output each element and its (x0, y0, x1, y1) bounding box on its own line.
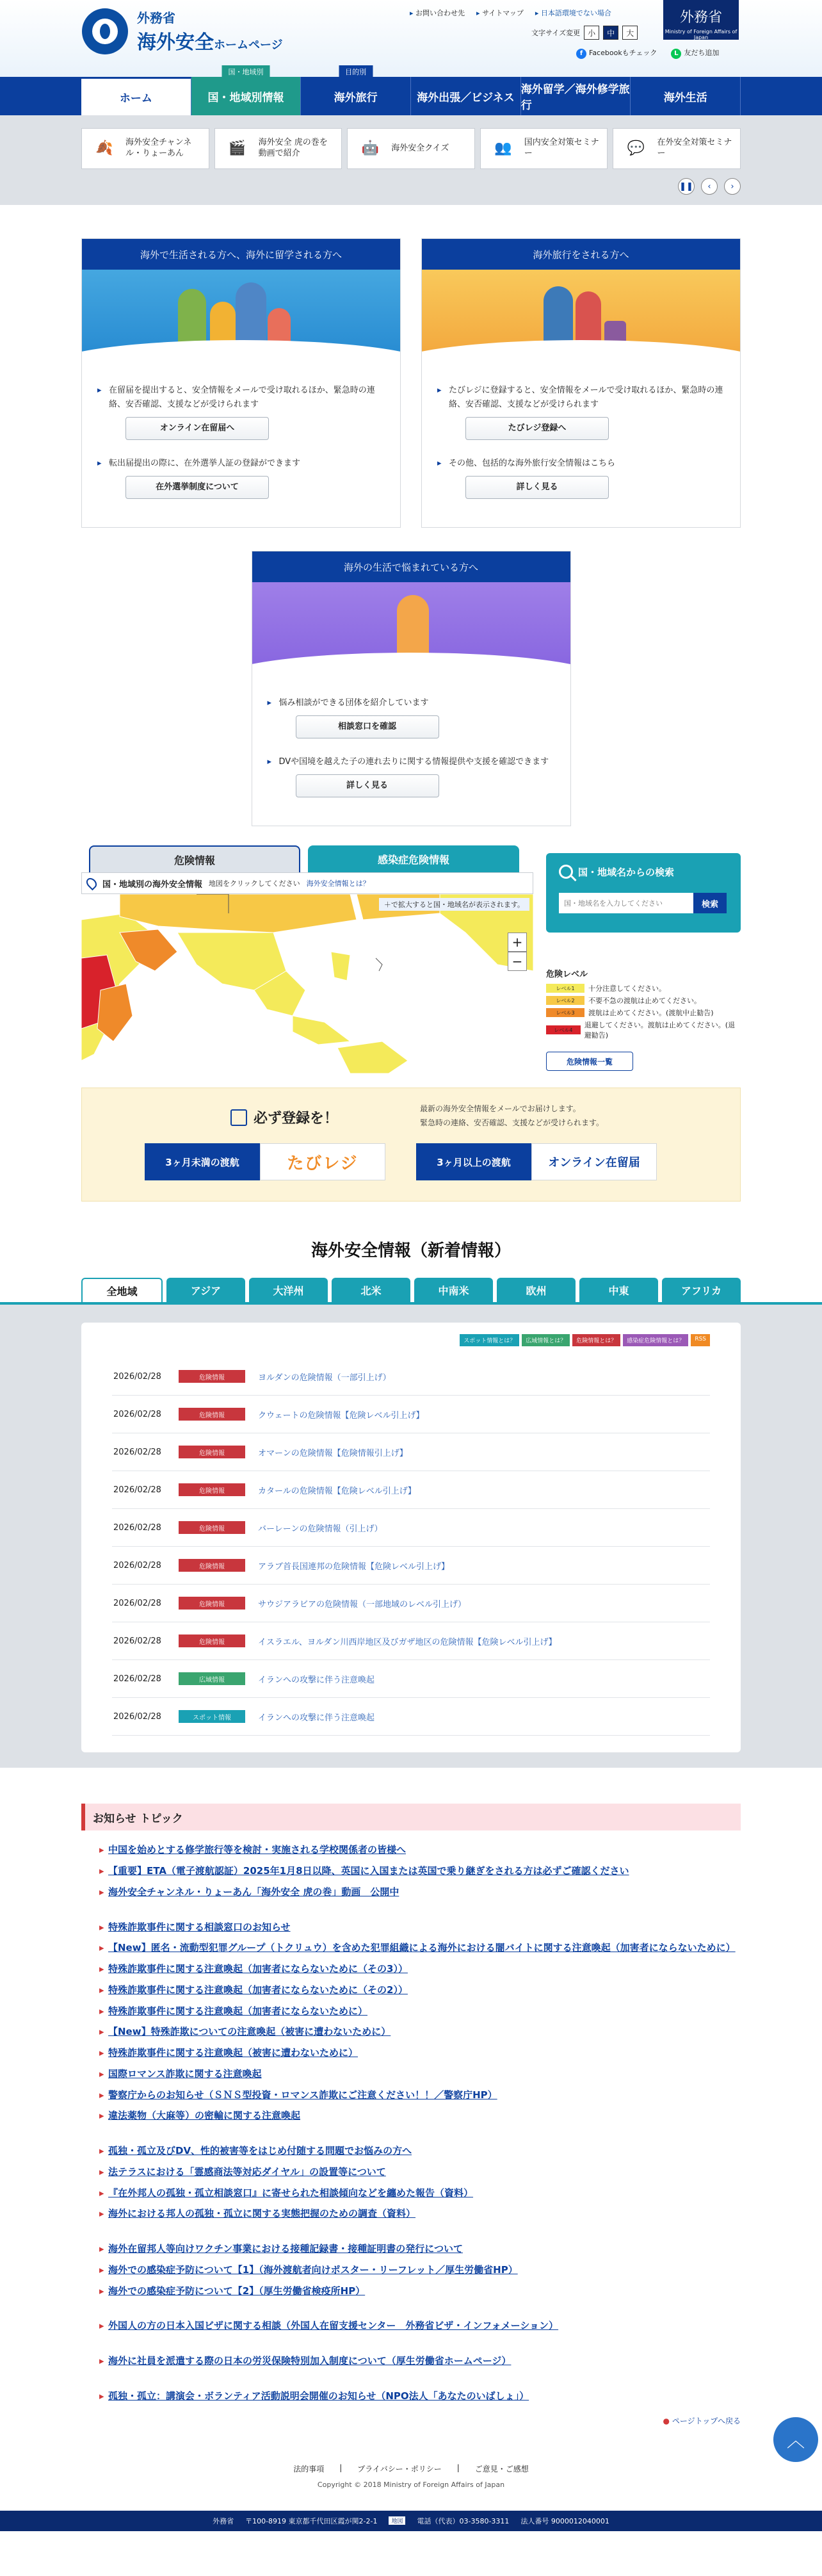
register-band (81, 1088, 741, 1202)
banner-overseas-seminar[interactable]: 💬 在外安全対策セミナー (613, 128, 741, 169)
mofa-home-link[interactable] (663, 0, 739, 40)
map-caption: ＋で拡大すると国・地域名が表示されます。 (379, 898, 529, 911)
news-row (112, 1622, 710, 1660)
travel-details-button[interactable]: 詳しく見る (465, 476, 609, 499)
tab-region-5[interactable]: 欧州 (497, 1278, 576, 1302)
topic-link[interactable]: ▸ 【New】匿名・流動型犯罪グループ（トクリュウ）を含めた犯罪組織による海外における闇バイトに関する注意喚起（加害者にならないために） (99, 1941, 741, 1955)
news-row (112, 1396, 710, 1433)
feedback-link[interactable]: ご意見・ご感想 (474, 2464, 529, 2474)
news-link[interactable]: アラブ首長国連邦の危険情報【危険レベル引上げ】 (258, 1561, 450, 1572)
news-date: 2026/02/28 (113, 1636, 161, 1646)
news-row (112, 1471, 710, 1509)
woman-illustration (252, 582, 570, 678)
news-heading: 海外安全情報（新着情報） (310, 1241, 511, 1261)
sitemap-link[interactable]: ▸ サイトマップ (476, 8, 524, 18)
travelers-card (421, 238, 741, 528)
tabireji-logo: たびレジ (260, 1143, 385, 1180)
legend-row (546, 1007, 741, 1018)
news-date: 2026/02/28 (113, 1711, 161, 1722)
chat-icon: 💬 (627, 140, 645, 156)
tabireji-button[interactable]: たびレジ登録へ (465, 417, 609, 440)
news-type-badge: 危険情報 (179, 1408, 245, 1421)
online-residence-button[interactable]: オンライン在留届へ (125, 417, 269, 440)
topic-link[interactable]: ▸ 警察庁からのお知らせ（ＳＮＳ型投資・ロマンス詐欺にご注意ください！！／警察庁HP） (99, 2089, 741, 2103)
news-legend-link[interactable]: RSS (691, 1334, 710, 1346)
logo-line1: 外務省 (137, 10, 175, 26)
footer-corp-number: 法人番号 9000012040001 (520, 2516, 609, 2525)
topic-link[interactable]: ▸ 孤独・孤立：講演会・ボランティア活動説明会開催のお知らせ（NPO法人「あなたのいばしょ」） (99, 2390, 741, 2404)
travelers-text-2: ▸ その他、包括的な海外旅行安全情報はこちら (437, 457, 725, 471)
register-title: 必ず登録を！ (254, 1111, 339, 1127)
topic-link[interactable]: ▸ 中国を始めとする修学旅行等を検討・実施される学校関係者の皆様へ (99, 1843, 741, 1857)
news-link[interactable]: カタールの危険情報【危険レベル引上げ】 (258, 1486, 416, 1496)
topic-link[interactable]: ▸ 特殊詐欺事件に関する相談窓口のお知らせ (99, 1921, 741, 1935)
nav-tag-region: 国・地域別 (222, 65, 270, 78)
site-header (0, 0, 822, 77)
facebook-icon: f (576, 49, 586, 59)
legend-text: 十分注意してください。 (588, 984, 666, 993)
news-date: 2026/02/28 (113, 1447, 161, 1457)
topic-link[interactable]: ▸ 【New】特殊詐欺についての注意喚起（被害に遭わないために） (99, 2025, 741, 2039)
news-type-badge: 危険情報 (179, 1370, 245, 1383)
troubled-text-1: ▸ 悩み相談ができる団体を紹介しています (268, 696, 555, 710)
news-row (112, 1358, 710, 1396)
topic-link[interactable]: ▸ 海外在留邦人等向けワクチン事業における接種記録書・接種証明書の発行について (99, 2242, 741, 2256)
residents-card (81, 238, 401, 528)
register-desc-1: 最新の海外安全情報をメールでお届けします。 (420, 1104, 581, 1114)
banner-carousel (0, 115, 822, 205)
topics-heading: お知らせ トピック (81, 1804, 741, 1830)
topic-link[interactable]: ▸ 特殊詐欺事件に関する注意喚起（加害者にならないために） (99, 2005, 741, 2019)
nav-home[interactable]: ホーム (81, 77, 191, 115)
news-type-badge: スポット情報 (179, 1710, 245, 1723)
topic-link[interactable]: ▸ 違法薬物（大麻等）の密輸に関する注意喚起 (99, 2109, 741, 2123)
news-type-badge: 危険情報 (179, 1597, 245, 1610)
news-type-badge: 危険情報 (179, 1634, 245, 1647)
news-type-badge: 危険情報 (179, 1521, 245, 1534)
legend-text: 退避してください。渡航は止めてください。(退避勧告) (584, 1021, 736, 1040)
topic-link[interactable]: ▸ 海外における邦人の孤独・孤立に関する実態把握のための調査（資料） (99, 2207, 741, 2221)
line-link[interactable]: L 友だち追加 (671, 47, 719, 59)
risk-level-legend (546, 967, 741, 1071)
copyright: Copyright © 2018 Ministry of Foreign Affairs of Japan (317, 2480, 505, 2489)
news-date: 2026/02/28 (113, 1522, 161, 1533)
legend-swatch: レベル2 (546, 996, 584, 1005)
online-residence-register-button[interactable]: 3ヶ月以上の渡航 オンライン在留届 (416, 1143, 657, 1180)
news-link[interactable]: イスラエル、ヨルダン川西岸地区及びガザ地区の危険情報【危険レベル引上げ】 (258, 1637, 557, 1647)
search-icon (559, 865, 573, 879)
news-date: 2026/02/28 (113, 1598, 161, 1608)
font-size-label: 文字サイズ変更 (531, 29, 581, 37)
page-top-link[interactable]: ● ページトップへ戻る (81, 2415, 741, 2426)
country-search-input[interactable] (559, 893, 693, 913)
contact-link[interactable]: ▸ お問い合わせ先 (410, 8, 465, 18)
news-date: 2026/02/28 (113, 1409, 161, 1419)
news-link[interactable]: イランへの攻撃に伴う注意喚起 (258, 1675, 375, 1685)
mofa-emblem-icon (82, 8, 128, 54)
zoom-out-button[interactable]: − (508, 952, 527, 971)
banner-channel[interactable]: 🍂 海外安全チャンネル・りょーあん (81, 128, 209, 169)
edit-icon (230, 1109, 247, 1126)
news-legend-link[interactable]: 感染症危険情報とは？ (623, 1334, 688, 1346)
prev-icon[interactable]: ‹ (701, 178, 718, 195)
quiz-icon: 🤖 (361, 140, 379, 156)
topic-link[interactable]: ▸ 特殊詐欺事件に関する注意喚起（被害に遭わないために） (99, 2046, 741, 2060)
travelers-card-title: 海外旅行をされる方へ (422, 239, 740, 270)
news-legend-link[interactable]: 危険情報とは？ (572, 1334, 620, 1346)
news-type-badge: 危険情報 (179, 1446, 245, 1458)
footer-links: 法的事項 | プライバシー・ポリシー | ご意見・ご感想 (293, 2463, 529, 2474)
privacy-link[interactable]: プライバシー・ポリシー (357, 2464, 442, 2474)
news-type-badge: 危険情報 (179, 1559, 245, 1572)
font-size-medium-button[interactable]: 中 (603, 26, 618, 40)
font-size-small-button[interactable]: 小 (584, 26, 599, 40)
register-desc-2: 緊急時の連絡、安否確認、支援などが受けられます。 (420, 1118, 604, 1128)
world-map-svg[interactable] (81, 894, 533, 1073)
topic-link[interactable]: ▸ 孤独・孤立及びDV、性的被害等をはじめ付随する問題でお悩みの方へ (99, 2144, 741, 2158)
tab-danger-info[interactable]: 危険情報 (89, 845, 300, 872)
search-title: 国・地域名からの検索 (578, 866, 675, 878)
nav-tag-purpose: 目的別 (339, 65, 373, 78)
tab-region-3[interactable]: 北米 (332, 1278, 410, 1302)
topic-link[interactable]: ▸ 『在外邦人の孤独・孤立相談窓口』に寄せられた相談傾向などを纏めた報告（資料） (99, 2187, 741, 2201)
news-date: 2026/02/28 (113, 1674, 161, 1684)
nav-study[interactable]: 海外留学／海外修学旅行 (521, 77, 631, 115)
tab-region-6[interactable]: 中東 (579, 1278, 658, 1302)
video-icon: 🎬 (228, 140, 246, 156)
news-row (112, 1547, 710, 1585)
world-map[interactable] (81, 894, 533, 1073)
safety-info-about-link[interactable]: 海外安全情報とは？ (306, 879, 370, 888)
residents-text-1: ▸ 在留届を提出すると、安全情報をメールで受け取れるほか、緊急時の連絡、安否確認、支援などが受けられます (97, 384, 385, 412)
legend-text: 不要不急の渡航は止めてください。 (588, 997, 701, 1006)
topic-link[interactable]: ▸ 特殊詐欺事件に関する注意喚起（加害者にならないために（その3）） (99, 1962, 741, 1977)
residents-card-title: 海外で生活される方へ、海外に留学される方へ (82, 239, 400, 270)
risk-map-section (81, 845, 741, 1076)
tab-region-4[interactable]: 中南米 (414, 1278, 493, 1302)
legend-swatch: レベル4 (546, 1025, 581, 1034)
topic-link[interactable]: ▸ 国際ロマンス詐欺に関する注意喚起 (99, 2067, 741, 2082)
news-row (112, 1585, 710, 1622)
map-zoom (508, 933, 527, 971)
tabireji-register-button[interactable]: 3ヶ月未満の渡航 たびレジ (145, 1143, 385, 1180)
social-links (576, 47, 719, 59)
news-legend-link[interactable]: 広域情報とは？ (522, 1334, 570, 1346)
region-tabs (81, 1278, 741, 1302)
tab-region-2[interactable]: 大洋州 (249, 1278, 328, 1302)
font-size-switcher (531, 26, 638, 40)
font-size-large-button[interactable]: 大 (622, 26, 638, 40)
banner-video[interactable]: 🎬 海外安全 虎の巻を動画で紹介 (214, 128, 342, 169)
travelers-illustration (422, 270, 740, 366)
zoom-in-button[interactable]: + (508, 933, 527, 952)
global-nav (0, 68, 822, 115)
danger-list-button[interactable]: 危険情報一覧 (546, 1052, 633, 1071)
logo-line2: 海外安全ホームページ (137, 31, 283, 54)
news-link[interactable]: バーレーンの危険情報（引上げ） (258, 1524, 383, 1534)
mofa-name: 外務省 (679, 10, 722, 26)
topic-link[interactable]: ▸ 【重要】ETA（電子渡航認証）2025年1月8日以降、英国に入国または英国で乗り継ぎをされる方は必ずご確認ください (99, 1864, 741, 1879)
news-legend-link[interactable]: スポット情報とは？ (460, 1334, 519, 1346)
consultation-button[interactable]: 相談窓口を確認 (296, 715, 439, 738)
dv-details-button[interactable]: 詳しく見る (296, 774, 439, 797)
news-link[interactable]: サウジアラビアの危険情報（一部地域のレベル引上げ） (258, 1599, 467, 1610)
next-icon[interactable]: › (724, 178, 741, 195)
search-button[interactable]: 検索 (693, 893, 727, 913)
tab-infection-info[interactable]: 感染症危険情報 (308, 845, 519, 872)
troubled-card (252, 551, 571, 826)
news-link[interactable]: イランへの攻撃に伴う注意喚起 (258, 1713, 375, 1723)
banner-quiz[interactable]: 🤖 海外安全クイズ (347, 128, 475, 169)
map-title: 国・地域別の海外安全情報 (102, 879, 203, 890)
topic-link[interactable]: ▸ 外国人の方の日本入国ビザに関する相談（外国人在留支援センター 外務省ビザ・インフォメーション） (99, 2319, 741, 2333)
troubled-text-2: ▸ DVや国境を越えた子の連れ去りに関する情報提供や支援を確認できます (268, 755, 555, 769)
non-japanese-link[interactable]: ▸ 日本語環境でない場合 (535, 8, 611, 18)
tab-region-7[interactable]: アフリカ (662, 1278, 741, 1302)
family-illustration (82, 270, 400, 366)
tab-region-1[interactable]: アジア (166, 1278, 245, 1302)
utility-links (410, 8, 611, 18)
topic-link[interactable]: ▸ 海外での感染症予防について【2】（厚生労働省検疫所HP） (99, 2285, 741, 2299)
news-band (0, 1302, 822, 1768)
nav-travel[interactable]: 目的別 海外旅行 (301, 77, 411, 115)
news-row (112, 1509, 710, 1547)
news-legend (112, 1334, 710, 1346)
nav-business[interactable]: 海外出張／ビジネス (411, 77, 521, 115)
news-link[interactable]: クウェートの危険情報【危険レベル引上げ】 (258, 1410, 424, 1421)
topic-link[interactable]: ▸ 法テラスにおける「霊感商法等対応ダイヤル」の設置等について (99, 2165, 741, 2180)
legend-row (546, 983, 741, 993)
leaf-icon: 🍂 (95, 140, 113, 156)
news-type-badge: 広域情報 (179, 1672, 245, 1685)
troubled-card-title: 海外の生活で悩まれている方へ (252, 551, 570, 582)
footer-org: 外務省 (213, 2516, 234, 2525)
map-link[interactable]: 地図 (389, 2516, 405, 2525)
travelers-text-1: ▸ たびレジに登録すると、安全情報をメールで受け取れるほか、緊急時の連絡、安否確認、支援などが受けられます (437, 384, 725, 412)
legend-swatch: レベル3 (546, 1008, 584, 1017)
nav-region-info[interactable]: 国・地域別 国・地域別情報 (191, 77, 302, 115)
news-row (112, 1433, 710, 1471)
footer-address: 〒100-8919 東京都千代田区霞が関2-2-1 (245, 2516, 378, 2525)
news-date: 2026/02/28 (113, 1371, 161, 1382)
news-row (112, 1660, 710, 1698)
legend-title: 危険レベル (546, 970, 588, 980)
people-icon: 👥 (494, 140, 512, 156)
country-search-panel (546, 853, 741, 933)
legend-text: 渡航は止めてください。(渡航中止勧告) (588, 1009, 714, 1018)
footer-bar (0, 2511, 822, 2531)
online-residence-logo: オンライン在留届 (531, 1143, 657, 1180)
topic-link[interactable]: ▸ 海外安全チャンネル・りょーあん「海外安全 虎の巻」動画 公開中 (99, 1886, 741, 1900)
legal-link[interactable]: 法的事項 (293, 2464, 325, 2474)
residents-text-2: ▸ 転出届提出の際に、在外選挙人証の登録ができます (97, 457, 385, 471)
topics-section (81, 1804, 741, 2425)
news-date: 2026/02/28 (113, 1560, 161, 1570)
map-header (81, 872, 533, 894)
page-top-button[interactable]: ︿ (773, 2417, 818, 2462)
mofa-sub: Ministry of Foreign Affairs of Japan (665, 29, 737, 40)
map-pin-icon (85, 876, 99, 891)
line-icon: L (671, 49, 681, 59)
site-logo[interactable] (82, 8, 283, 54)
legend-row (546, 995, 741, 1006)
map-hint: 地図をクリックしてください (209, 879, 300, 888)
overseas-voting-button[interactable]: 在外選挙制度について (125, 476, 269, 499)
news-row (112, 1698, 710, 1736)
news-link[interactable]: オマーンの危険情報【危険情報引上げ】 (258, 1448, 408, 1458)
facebook-link[interactable]: f Facebookもチェック (576, 47, 657, 59)
tab-region-0[interactable]: 全地域 (81, 1278, 163, 1302)
legend-row (546, 1020, 741, 1040)
news-date: 2026/02/28 (113, 1485, 161, 1495)
news-type-badge: 危険情報 (179, 1483, 245, 1496)
footer-phone: 電話（代表）03-3580-3311 (417, 2516, 510, 2525)
topic-link[interactable]: ▸ 海外に社員を派遣する際の日本の労災保険特別加入制度について（厚生労働省ホームページ） (99, 2354, 741, 2368)
topic-link[interactable]: ▸ 特殊詐欺事件に関する注意喚起（加害者にならないために（その2）） (99, 1984, 741, 1998)
pause-icon[interactable]: ❚❚ (678, 178, 695, 195)
nav-living[interactable]: 海外生活 (631, 77, 741, 115)
banner-domestic-seminar[interactable]: 👥 国内安全対策セミナー (480, 128, 608, 169)
topic-link[interactable]: ▸ 海外での感染症予防について【1】（海外渡航者向けポスター・リーフレット／厚生労働省HP） (99, 2263, 741, 2278)
news-list (81, 1323, 741, 1752)
news-link[interactable]: ヨルダンの危険情報（一部引上げ） (258, 1373, 391, 1383)
legend-swatch: レベル1 (546, 984, 584, 993)
